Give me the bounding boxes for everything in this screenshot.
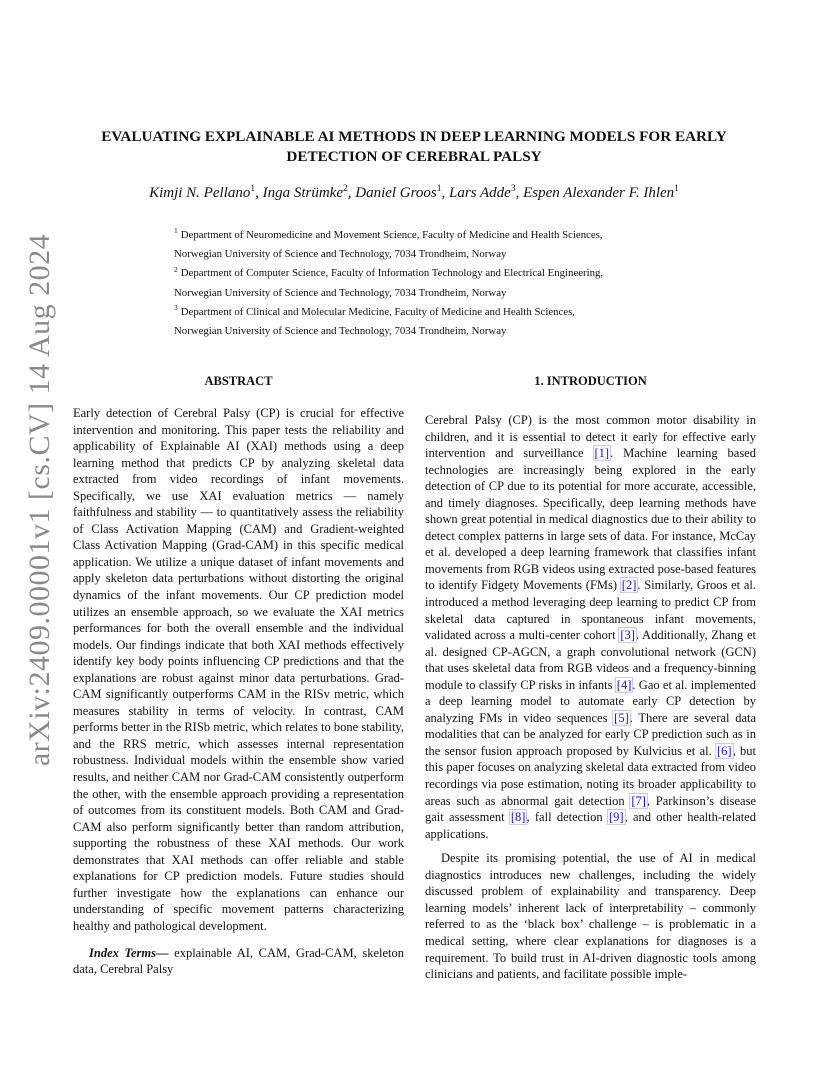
- index-terms-label: Index Terms—: [89, 945, 169, 960]
- title-line-1: EVALUATING EXPLAINABLE AI METHODS IN DEEP LEARNING MODELS FOR EARLY: [101, 128, 727, 145]
- author: Espen Alexander F. Ihlen$^1$: [523, 184, 679, 201]
- intro-paragraph-2: Despite its promising potential, the use of AI in medical diagnostics introduces new challenges, including the widely discussed problem of explainability and transparency. Deep learning models’ inherent lack of interpretability – commonly referred to as the ‘black box’ challenge – is problematic in a medical setting, where clear explanations for diagnoses is a requirement. To build trust in AI-driven diagnostic tools among clinicians and patients, and facilitate possible imple-: [425, 851, 756, 982]
- affiliation-3-address: Norwegian University of Science and Technology, 7034 Trondheim, Norway: [174, 324, 507, 337]
- abstract-text: Early detection of Cerebral Palsy (CP) is crucial for effective intervention and monitoring. This paper tests the reliability and applicability of Explainable AI (XAI) methods using a deep learning method that predicts CP by analyzing skeletal data extracted from video recordings of infant movements. Specifically, we use XAI evaluation metrics — namely faithfulness and stability — to quantitatively assess the reliability of Class Activation Mapping (CAM) and Gradient-weighted Class Activation Mapping (Grad-CAM) in this specific medical application. We utilize a unique dataset of infant movements and apply skeleton data perturbations without distorting the original dynamics of the infant movements. Our CP prediction model utilizes an ensemble approach, so we evaluate the XAI metrics performances for both the overall ensemble and the individual models. Our findings indicate that both XAI methods effectively identify key body points influencing CP predictions and that the explanations are robust against minor data perturbations. Grad-CAM significantly outperforms CAM in the RISv metric, which measures stability in terms of velocity. In contrast, CAM performs better in the RISb metric, which relates to bone stability, and the RRS metric, which assesses internal representation robustness. Individual models within the ensemble show varied results, and neither CAM nor Grad-CAM consistently outperform the other, with the ensemble approach providing a representation of outcomes from its constituent models. Both CAM and Grad-CAM also perform significantly better than random attribution, supporting the robustness of these XAI methods. Our work demonstrates that XAI methods can offer reliable and stable explanations for CP prediction models. Future studies should further investigate how the explanations can enhance our understanding of specific movement patterns characterizing healthy and pathological development.: [73, 406, 404, 933]
- title-line-2: DETECTION OF CEREBRAL PALSY: [286, 148, 542, 165]
- intro-paragraph-1: Cerebral Palsy (CP) is the most common motor disability in children, and it is essential to detect it early for effective early intervention and surveillance [1]. Machine learning based technologies are increasingly being explored in the early detection of CP due to its potential for more accurate, accessible, and timely diagnoses. Specifically, deep learning methods have shown great potential in medical diagnostics due to their ability to detect complex patterns in large sets of data. For instance, McCay et al. developed a deep learning framework that classifies infant movements from RGB videos using extracted pose-based features to identify Fidgety Movements (FMs) [2]. Similarly, Groos et al. introduced a method leveraging deep learning to predict CP from skeletal data captured in spontaneous infant movements, validated across a multi-center cohort [3]. Additionally, Zhang et al. designed CP-AGCN, a graph convolutional network (GCN) that uses skeletal data from RGB videos and a frequency-binning module to classify CP risks in infants [4]. Gao et al. implemented a deep learning model to automate early CP detection by analyzing FMs in video sequences [5]. There are several data modalities that can be analyzed for early CP prediction such as in the sensor fusion approach proposed by Kulvicius et al. [6], but this paper focuses on analyzing skeletal data extracted from video recordings via pose estimation, noting its broader applicability to areas such as abnormal gait detection [7], Parkinson’s disease gait assessment [8], fall detection [9], and other health-related applications.: [425, 413, 757, 841]
- affiliation-2-address: Norwegian University of Science and Technology, 7034 Trondheim, Norway: [174, 286, 507, 299]
- affiliations: [174, 226, 674, 341]
- paper-title: [60, 127, 768, 167]
- arxiv-stamp: arXiv:2409.00001v1 [cs.CV] 14 Aug 2024: [23, 233, 57, 767]
- author: Daniel Groos$^1$,: [355, 184, 450, 201]
- citation-link[interactable]: [9]: [608, 810, 624, 825]
- citation-link[interactable]: [3]: [620, 628, 635, 643]
- index-terms-text: explainable AI, CAM, Grad-CAM, skeleton data, Cerebral Palsy: [73, 945, 404, 977]
- index-terms: [73, 945, 404, 978]
- author: Kimji N. Pellano$^1$,: [149, 184, 263, 201]
- affiliation-1-address: Norwegian University of Science and Technology, 7034 Trondheim, Norway: [174, 248, 507, 261]
- introduction-heading: 1. INTRODUCTION: [534, 374, 647, 388]
- author-list: [60, 185, 768, 202]
- citation-link[interactable]: [1]: [594, 446, 610, 461]
- affiliation-3: $^3$ Department of Clinical and Molecular Medicine, Faculty of Medicine and Health Sciences,: [174, 303, 576, 318]
- citation-link[interactable]: [7]: [631, 793, 646, 808]
- affiliation-1: $^1$ Department of Neuromedicine and Movement Science, Faculty of Medicine and Health Sciences,: [174, 226, 603, 241]
- citation-link[interactable]: [6]: [717, 743, 732, 758]
- citation-link[interactable]: [8]: [510, 810, 526, 825]
- introduction-column: [425, 412, 756, 983]
- abstract-heading: ABSTRACT: [204, 374, 273, 388]
- citation-link[interactable]: [5]: [614, 710, 629, 725]
- citation-link[interactable]: [2]: [621, 578, 637, 593]
- abstract-column: [73, 405, 404, 978]
- author: Inga Strümke$^2$,: [262, 184, 356, 201]
- author: Lars Adde$^3$,: [449, 184, 524, 201]
- affiliation-2: $^2$ Department of Computer Science, Faculty of Information Technology and Electrical Engineering,: [174, 264, 604, 280]
- citation-link[interactable]: [4]: [616, 677, 632, 692]
